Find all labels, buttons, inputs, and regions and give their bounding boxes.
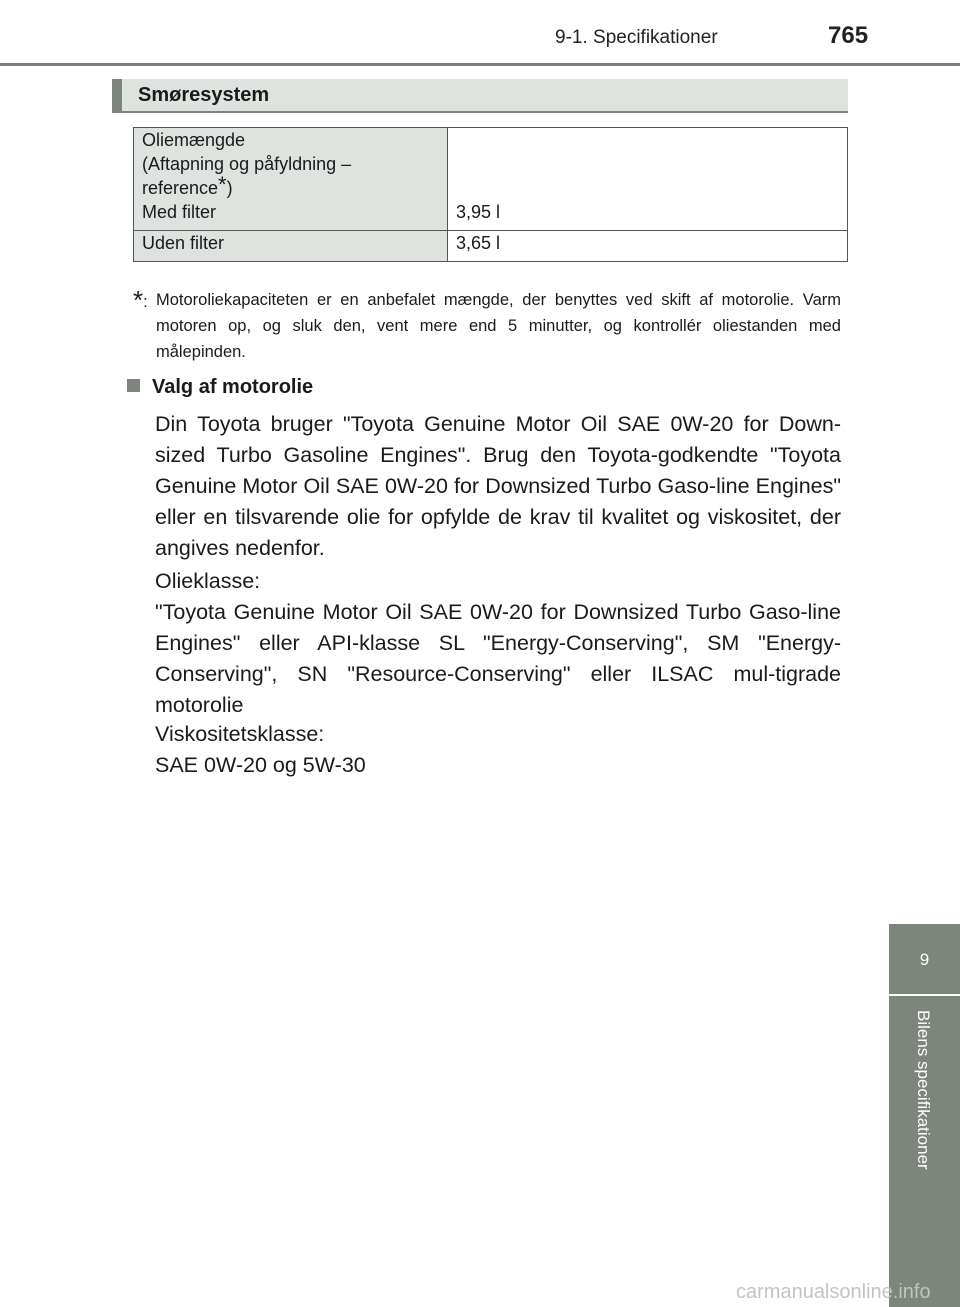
table-row (134, 128, 848, 201)
table-cell-label (134, 128, 448, 201)
paragraph-oil-recommendation: Din Toyota bruger "Toyota Genuine Motor Oil SAE 0W-20 for Down-sized Turbo Gasoline Engines". Brug den Toyota-godkendte "Toyota Genuine Motor Oil SAE 0W-20 for Downsized Turbo Gaso-line Engines" eller en tilsvarende olie for opfylde de krav til kvalitet og viskositet, der angives nedenfor. (155, 412, 841, 560)
square-bullet-icon (127, 379, 140, 392)
label-tail: reference (142, 178, 219, 198)
paragraph-viscosity (155, 719, 841, 781)
footnote-mark (133, 287, 148, 315)
oil-class-text: "Toyota Genuine Motor Oil SAE 0W-20 for Downsized Turbo Gaso-line Engines" eller API-klasse SL "Energy-Conserving", SM "Energy-Conserving", SN "Resource-Conserving" eller ILSAC mul-tigrade motorolie (155, 600, 841, 717)
chapter-side-tab (889, 924, 960, 1307)
table-cell-label: Uden filter (134, 231, 448, 262)
footnote-asterisk: * (133, 285, 144, 315)
subsection-heading (127, 376, 313, 399)
footnote-marker: * (218, 172, 227, 197)
page-number: 765 (828, 22, 869, 49)
table-cell-value (448, 128, 848, 201)
footnote-colon: : (143, 293, 148, 311)
chapter-number: 9 (889, 924, 960, 996)
table-cell-value: 3,95 l (448, 200, 848, 231)
table-cell-label: Med filter (134, 200, 448, 231)
label-line: (Aftapning og påfyldning – (142, 154, 352, 174)
oil-class-label: Olieklasse: (155, 569, 261, 593)
label-line: Oliemængde (142, 130, 246, 150)
table-row (134, 200, 848, 231)
header-section-title: 9-1. Specifikationer (555, 27, 718, 48)
paragraph-oil-class (155, 566, 841, 721)
label-line (142, 172, 439, 200)
label-suffix: ) (226, 178, 233, 198)
header-divider (0, 63, 960, 66)
watermark-text: carmanualsonline.info (736, 1281, 931, 1303)
section-header-bar (112, 79, 848, 113)
chapter-label: Bilens specifikationer (914, 1010, 933, 1170)
footnote-text: Motoroliekapaciteten er en anbefalet mængde, der benyttes ved skift af motorolie. Varm motoren op, og sluk den, vent mere end 5 minutter, og kontrollér oliestanden med målepinden. (156, 291, 841, 361)
chapter-label-container (903, 1010, 943, 1300)
viscosity-label: Viskositetsklasse: (155, 722, 325, 746)
table-row (134, 231, 848, 262)
table-cell-value: 3,65 l (448, 231, 848, 262)
footnote (133, 287, 841, 365)
oil-capacity-table (133, 127, 848, 262)
viscosity-text: SAE 0W-20 og 5W-30 (155, 753, 366, 777)
subsection-title: Valg af motorolie (152, 376, 314, 398)
section-title: Smøresystem (138, 84, 270, 106)
